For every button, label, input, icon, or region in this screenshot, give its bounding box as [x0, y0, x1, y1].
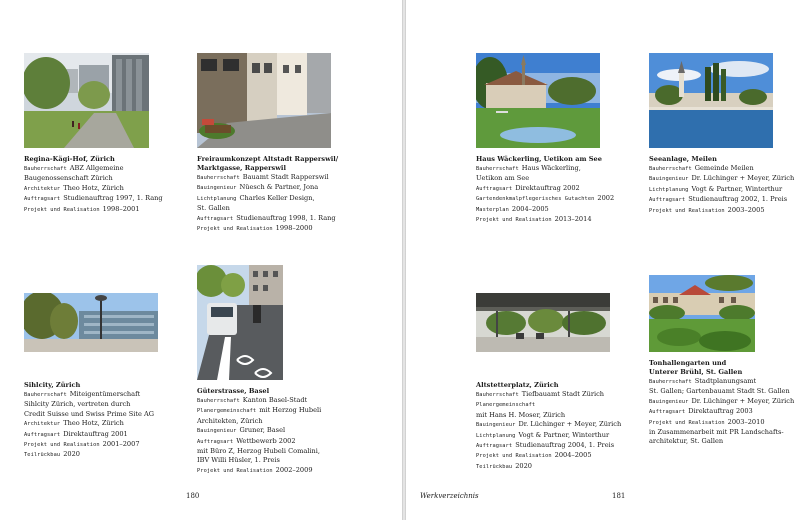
credit-value: 2003–2005 — [727, 205, 765, 214]
credit-value: mit Hans H. Moser, Zürich — [476, 410, 566, 419]
credit-value: Direktauftrag 2002 — [515, 183, 580, 192]
entry-title — [476, 381, 646, 390]
credit-label: Bauherrschaft — [649, 379, 692, 385]
credit-line — [649, 195, 808, 205]
credit-label: Auftragsart — [197, 215, 234, 222]
entry-regina-kaegi-hof — [24, 53, 174, 215]
credit-label: Projekt und Realisation — [24, 206, 100, 213]
entry-title — [649, 359, 808, 377]
credit-line — [197, 456, 367, 465]
credit-label: Bauingenieur — [197, 185, 237, 192]
credit-line — [649, 206, 808, 216]
credit-line — [476, 174, 646, 183]
credit-value: Baugenossenschaft Zürich — [24, 174, 113, 183]
credit-label: Auftragsart — [197, 438, 234, 445]
credit-line — [24, 450, 184, 460]
entry-title — [197, 387, 367, 396]
credit-line — [197, 194, 367, 204]
credit-line — [649, 407, 808, 417]
page-number: 181 — [612, 492, 626, 500]
credit-line — [24, 390, 184, 400]
credit-line — [197, 417, 367, 426]
credit-line — [476, 420, 646, 430]
credit-value: Gemeinde Meilen — [694, 164, 754, 172]
entry-rapperswil — [197, 53, 367, 234]
credit-value: 2002 — [597, 194, 615, 203]
credit-line — [24, 205, 174, 215]
credit-label: Architektur — [24, 421, 61, 428]
credit-value: Kanton Basel-Stadt — [242, 396, 308, 404]
credit-line — [476, 451, 646, 461]
credit-line — [476, 462, 646, 472]
credit-value: Nüesch & Partner, Jona — [239, 183, 319, 192]
credit-value: 2004–2005 — [554, 451, 592, 460]
credit-line — [649, 437, 808, 446]
credit-value: Dr. Lüchinger + Meyer, Zürich — [691, 174, 795, 183]
credit-line — [24, 419, 184, 429]
credit-label: Bauherrschaft — [24, 392, 67, 398]
entry-title — [476, 155, 646, 164]
credit-line — [476, 441, 646, 451]
credit-value: 1998–2001 — [102, 204, 140, 213]
credit-line — [24, 410, 184, 419]
credit-line — [649, 397, 808, 407]
credit-line — [476, 184, 646, 194]
park-garden-photo — [649, 275, 755, 352]
credit-value: Bauamt Stadt Rapperswil — [242, 173, 329, 181]
entry-title-line: Haus Wäckerling, Uetikon am See — [476, 155, 602, 163]
credit-label: Projekt und Realisation — [197, 226, 273, 233]
credit-value: Studienauftrag 1998, 1. Rang — [236, 213, 336, 222]
credit-line — [197, 466, 367, 476]
credit-label: Planergemeinschaft — [197, 408, 257, 415]
credit-label: Auftragsart — [476, 185, 513, 192]
credit-value: in Zusammenarbeit mit PR Landschafts- — [649, 428, 784, 437]
credit-value: 2020 — [63, 450, 80, 459]
credit-value: Credit Suisse und Swiss Prime Site AG — [24, 409, 155, 418]
credit-value: St. Gallen — [197, 204, 230, 213]
credit-line — [476, 390, 646, 400]
credit-value: Charles Keller Design, — [239, 193, 315, 202]
credit-value: Direktauftrag 2003 — [688, 407, 753, 416]
credit-line — [197, 204, 367, 213]
credit-value: IBV Willi Hüsler, 1. Preis — [197, 456, 280, 465]
credit-value: architektur, St. Gallen — [649, 437, 724, 446]
lakeside-house-photo — [476, 53, 600, 148]
credit-line — [197, 173, 367, 183]
credit-label: Lichtplanung — [649, 186, 689, 193]
entry-title-line: Sihlcity, Zürich — [24, 381, 81, 389]
credit-line — [649, 428, 808, 437]
credit-label: Lichtplanung — [197, 195, 237, 202]
credit-line — [24, 430, 184, 440]
left-page — [0, 0, 402, 520]
credit-label: Auftragsart — [649, 409, 686, 416]
credit-line — [197, 396, 367, 406]
credit-label: Masterplan — [476, 206, 509, 213]
credit-value: St. Gallen; Gartenbauamt Stadt St. Gallen — [649, 387, 790, 396]
credit-value: Sihlcity Zürich, vertreten durch — [24, 400, 131, 409]
credit-value: Vogt & Partner, Winterthur — [691, 184, 783, 193]
canopy-plaza-photo — [476, 293, 610, 352]
credit-label: Bauherrschaft — [197, 398, 240, 404]
credit-label: Projekt und Realisation — [649, 207, 725, 214]
credit-line — [24, 194, 174, 204]
credit-label: Projekt und Realisation — [476, 453, 552, 460]
credit-value: Tiefbauamt Stadt Zürich — [521, 390, 605, 398]
credit-label: Bauherrschaft — [649, 166, 692, 172]
credit-line — [476, 194, 646, 204]
credit-label: Teilrückbau — [24, 452, 61, 459]
credit-line — [24, 164, 174, 174]
credit-label: Auftragsart — [24, 431, 61, 438]
credit-line — [649, 174, 808, 184]
street-photo — [197, 265, 283, 380]
credit-label: Bauherrschaft — [24, 166, 67, 172]
credit-label: Bauherrschaft — [197, 175, 240, 181]
credit-line — [476, 411, 646, 420]
credit-label: Gartendenkmalpflegerisches Gutachten — [476, 196, 595, 203]
credit-line — [197, 447, 367, 456]
credit-line — [649, 418, 808, 428]
credit-label: Projekt und Realisation — [197, 467, 273, 474]
credit-line — [197, 183, 367, 193]
credit-label: Bauingenieur — [476, 422, 516, 429]
credit-value: Architekten, Zürich — [197, 416, 263, 425]
credit-label: Bauingenieur — [649, 398, 689, 405]
credit-line — [476, 205, 646, 215]
entry-title-line: Marktgasse, Rapperswil — [197, 164, 286, 172]
credit-label: Projekt und Realisation — [24, 442, 100, 449]
credit-value: Stadtplanungsamt — [694, 377, 757, 385]
entry-title-line: Regina-Kägi-Hof, Zürich — [24, 155, 115, 163]
credit-label: Auftragsart — [24, 196, 61, 203]
credit-value: Theo Hotz, Zürich — [63, 419, 124, 428]
credit-label: Planergemeinschaft — [476, 402, 536, 409]
running-title: Werkverzeichnis — [420, 492, 479, 500]
credit-value: 2013–2014 — [554, 215, 592, 224]
credit-line — [476, 431, 646, 441]
credit-line — [24, 440, 184, 450]
credit-value: Vogt & Partner, Winterthur — [518, 430, 610, 439]
credit-value: Dr. Lüchinger + Meyer, Zürich — [518, 420, 622, 429]
credit-value: Wettbewerb 2002 — [236, 436, 296, 445]
credit-label: Lichtplanung — [476, 432, 516, 439]
entry-tonhallengarten — [649, 275, 808, 447]
credit-value: 2003–2010 — [727, 417, 765, 426]
credit-value: ABZ Allgemeine — [69, 164, 124, 172]
right-page — [406, 0, 808, 520]
credit-label: Projekt und Realisation — [476, 217, 552, 224]
plaza-photo — [24, 293, 158, 352]
credit-line — [197, 214, 367, 224]
credit-value: 2020 — [515, 461, 532, 470]
entry-haus-waeckerling — [476, 53, 646, 225]
credit-value: Direktauftrag 2001 — [63, 429, 128, 438]
credit-value: Uetikon am See — [476, 174, 530, 183]
credit-line — [649, 387, 808, 396]
credit-label: Bauherrschaft — [476, 392, 519, 398]
entry-title — [24, 155, 174, 164]
entry-title-line: Güterstrasse, Basel — [197, 387, 270, 395]
entry-title — [24, 381, 184, 390]
credit-value: 2002–2009 — [275, 465, 313, 474]
lake-promenade-photo — [649, 53, 773, 148]
credit-line — [649, 185, 808, 195]
credit-value: Gruner, Basel — [239, 426, 286, 435]
credit-value: Theo Hotz, Zürich — [63, 183, 124, 192]
credit-label: Bauingenieur — [649, 176, 689, 183]
credit-value: Studienauftrag 2002, 1. Preis — [688, 195, 788, 204]
credit-value: Dr. Lüchinger + Meyer, Zürich — [691, 396, 795, 405]
entry-sihlcity — [24, 293, 184, 461]
credit-line — [24, 174, 174, 183]
credit-label: Architektur — [24, 185, 61, 192]
credit-line — [197, 224, 367, 234]
courtyard-photo — [24, 53, 149, 148]
entry-title-line: Unterer Brühl, St. Gallen — [649, 368, 743, 376]
credit-label: Projekt und Realisation — [649, 419, 725, 426]
page-number: 180 — [186, 492, 200, 500]
credit-label: Auftragsart — [476, 443, 513, 450]
entry-title — [197, 155, 367, 173]
credit-value: Haus Wäckerling, — [521, 164, 581, 172]
credit-line — [24, 400, 184, 409]
credit-line — [197, 437, 367, 447]
entry-title-line: Tonhallengarten und — [649, 359, 727, 367]
entry-title — [649, 155, 808, 164]
credit-value: 2001–2007 — [102, 440, 140, 449]
entry-title-line: Freiraumkonzept Altstadt Rapperswil/ — [197, 155, 339, 163]
credit-label: Bauingenieur — [197, 428, 237, 435]
credit-line — [476, 164, 646, 174]
credit-line — [476, 215, 646, 225]
credit-line — [649, 377, 808, 387]
entry-seeanlage-meilen — [649, 53, 808, 216]
credit-label: Bauherrschaft — [476, 166, 519, 172]
credit-line — [476, 400, 646, 410]
credit-line — [649, 164, 808, 174]
credit-value: mit Büro Z, Herzog Hubeli Comalini, — [197, 447, 320, 456]
credit-value: 2004–2005 — [511, 204, 549, 213]
credit-value: mit Herzog Hubeli — [259, 406, 322, 415]
entry-altstetterplatz — [476, 293, 646, 472]
credit-line — [24, 184, 174, 194]
entry-gueterstrasse — [197, 265, 367, 476]
entry-title-line: Altstetterplatz, Zürich — [476, 381, 559, 389]
credit-line — [197, 406, 367, 416]
credit-line — [197, 426, 367, 436]
credit-value: Miteigentümerschaft — [69, 390, 141, 398]
credit-value: Studienauftrag 1997, 1. Rang — [63, 194, 163, 203]
credit-label: Auftragsart — [649, 197, 686, 204]
entry-title-line: Seeanlage, Meilen — [649, 155, 717, 163]
old-town-street-photo — [197, 53, 331, 148]
credit-value: Studienauftrag 2004, 1. Preis — [515, 441, 615, 450]
credit-label: Teilrückbau — [476, 463, 513, 470]
credit-value: 1998–2000 — [275, 224, 313, 233]
